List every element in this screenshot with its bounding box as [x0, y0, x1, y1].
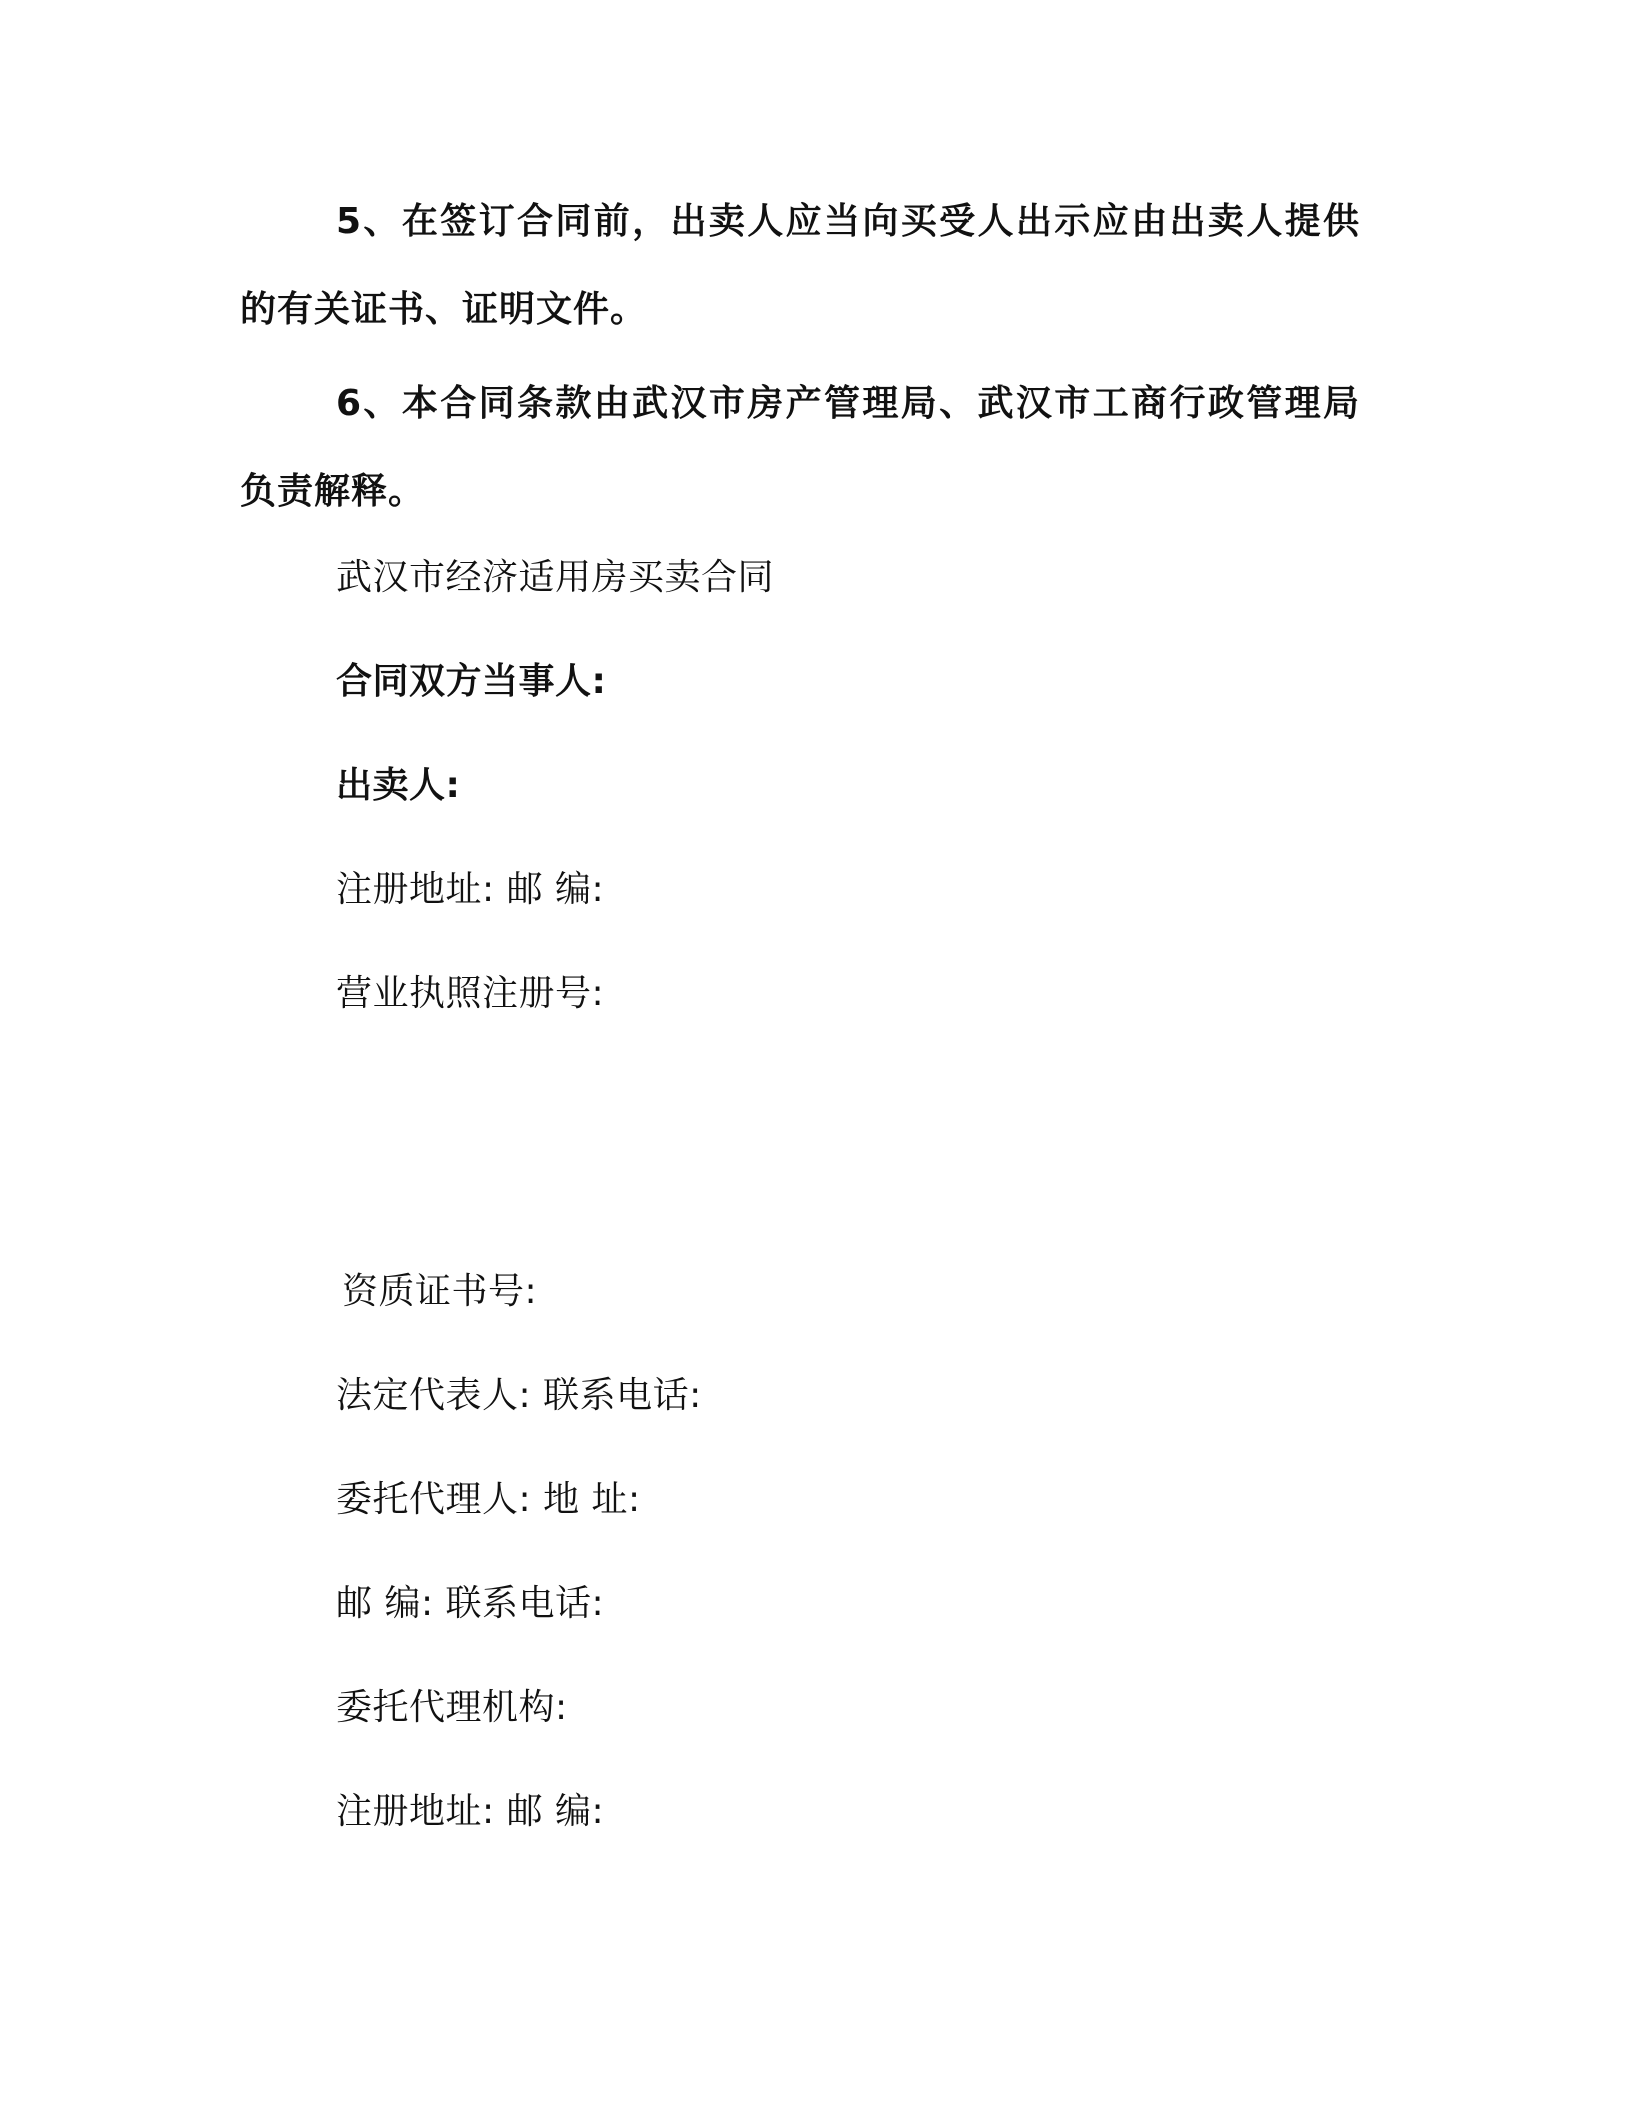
agency-label: 委托代理机构: — [336, 1687, 568, 1728]
business-license-label: 营业执照注册号: — [336, 973, 605, 1014]
agency-registered-address-label: 注册地址: 邮 编: — [336, 1791, 605, 1832]
postal-phone-label: 邮 编: 联系电话: — [336, 1583, 605, 1624]
clause-5-paragraph: 5、在签订合同前，出卖人应当向买受人出示应由出卖人提供的有关证书、证明文件。 — [240, 201, 1360, 330]
agent-label: 委托代理人: 地 址: — [336, 1479, 641, 1520]
parties-heading: 合同双方当事人: — [336, 661, 607, 702]
seller-label: 出卖人: — [336, 765, 461, 806]
legal-rep-label: 法定代表人: 联系电话: — [336, 1375, 702, 1416]
clause-6-paragraph: 6、本合同条款由武汉市房产管理局、武汉市工商行政管理局负责解释。 — [240, 383, 1360, 512]
seller-registered-address-label: 注册地址: 邮 编: — [336, 869, 605, 910]
qualification-cert-label: 资质证书号: — [342, 1271, 538, 1312]
contract-title: 武汉市经济适用房买卖合同 — [336, 557, 775, 598]
